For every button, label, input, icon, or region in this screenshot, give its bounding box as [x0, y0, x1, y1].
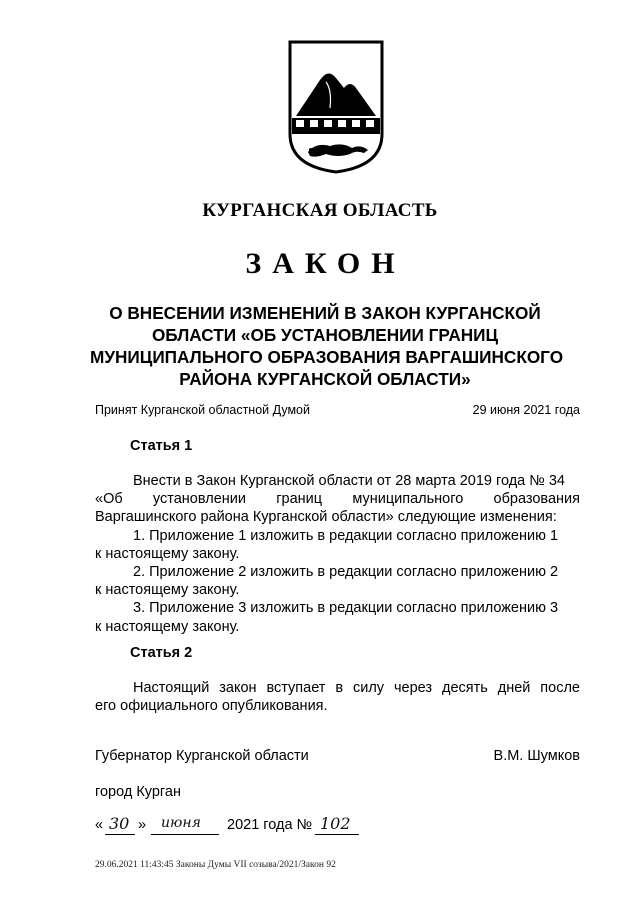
- article-2-heading: Статья 2: [130, 645, 193, 661]
- article-1-body: [95, 472, 580, 636]
- article-1-item-line: к настоящему закону.: [95, 545, 240, 562]
- article-1-heading: Статья 1: [130, 438, 193, 454]
- signature-row: [95, 748, 580, 764]
- adopted-by-text: Принят Курганской областной Думой: [95, 403, 310, 417]
- article-1-item-line: к настоящему закону.: [95, 618, 240, 635]
- article-1-intro-line: Варгашинского района Курганской области» следующие изменения:: [95, 509, 557, 526]
- adoption-row: [95, 403, 580, 417]
- law-title: [90, 302, 564, 390]
- law-title-line: МУНИЦИПАЛЬНОГО ОБРАЗОВАНИЯ ВАРГАШИНСКОГО: [90, 347, 564, 367]
- handwritten-month: июня: [161, 815, 201, 831]
- month-underline: [151, 834, 219, 835]
- article-1-item-line: 3. Приложение 3 изложить в редакции согласно приложению 3: [133, 600, 559, 617]
- law-title-line: О ВНЕСЕНИИ ИЗМЕНЕНИЙ В ЗАКОН КУРГАНСКОЙ: [109, 303, 541, 323]
- article-1-item-line: 2. Приложение 2 изложить в редакции согласно приложению 2: [133, 564, 559, 581]
- region-heading: КУРГАНСКАЯ ОБЛАСТЬ: [202, 200, 438, 221]
- signatory-name: В.М. Шумков: [493, 748, 580, 764]
- number-underline: [315, 834, 359, 835]
- day-underline: [105, 834, 135, 835]
- article-1-item-line: к настоящему закону.: [95, 582, 240, 599]
- open-quote: «: [95, 817, 104, 833]
- coat-of-arms-emblem: [286, 38, 386, 176]
- handwritten-number: 102: [320, 814, 351, 833]
- handwritten-day: 30: [109, 814, 130, 833]
- article-2-body: [95, 679, 580, 715]
- article-1-item-line: 1. Приложение 1 изложить в редакции согласно приложению 1: [133, 527, 559, 544]
- document-footer: 29.06.2021 11:43:45 Законы Думы VII созыва/2021/Закон 92: [95, 860, 336, 870]
- article-2-line: его официального опубликования.: [95, 698, 328, 715]
- adoption-date: 29 июня 2021 года: [472, 403, 580, 417]
- signatory-position: Губернатор Курганской области: [95, 748, 309, 764]
- article-1-intro-line: «Об установлении границ муниципального образования: [95, 491, 580, 508]
- law-title-line: ОБЛАСТИ «ОБ УСТАНОВЛЕНИИ ГРАНИЦ: [151, 325, 499, 345]
- article-1-intro-line: Внести в Закон Курганской области от 28 марта 2019 года № 34: [133, 473, 565, 489]
- place-of-signing: город Курган: [95, 784, 181, 800]
- law-title-line: РАЙОНА КУРГАНСКОЙ ОБЛАСТИ»: [179, 369, 471, 389]
- close-quote: »: [138, 817, 147, 833]
- article-2-line: Настоящий закон вступает в силу через десять дней после: [133, 680, 580, 696]
- signing-date-line: [95, 815, 395, 837]
- document-type-heading: ЗАКОН: [245, 247, 406, 280]
- year-and-number-label: 2021 года №: [227, 817, 313, 833]
